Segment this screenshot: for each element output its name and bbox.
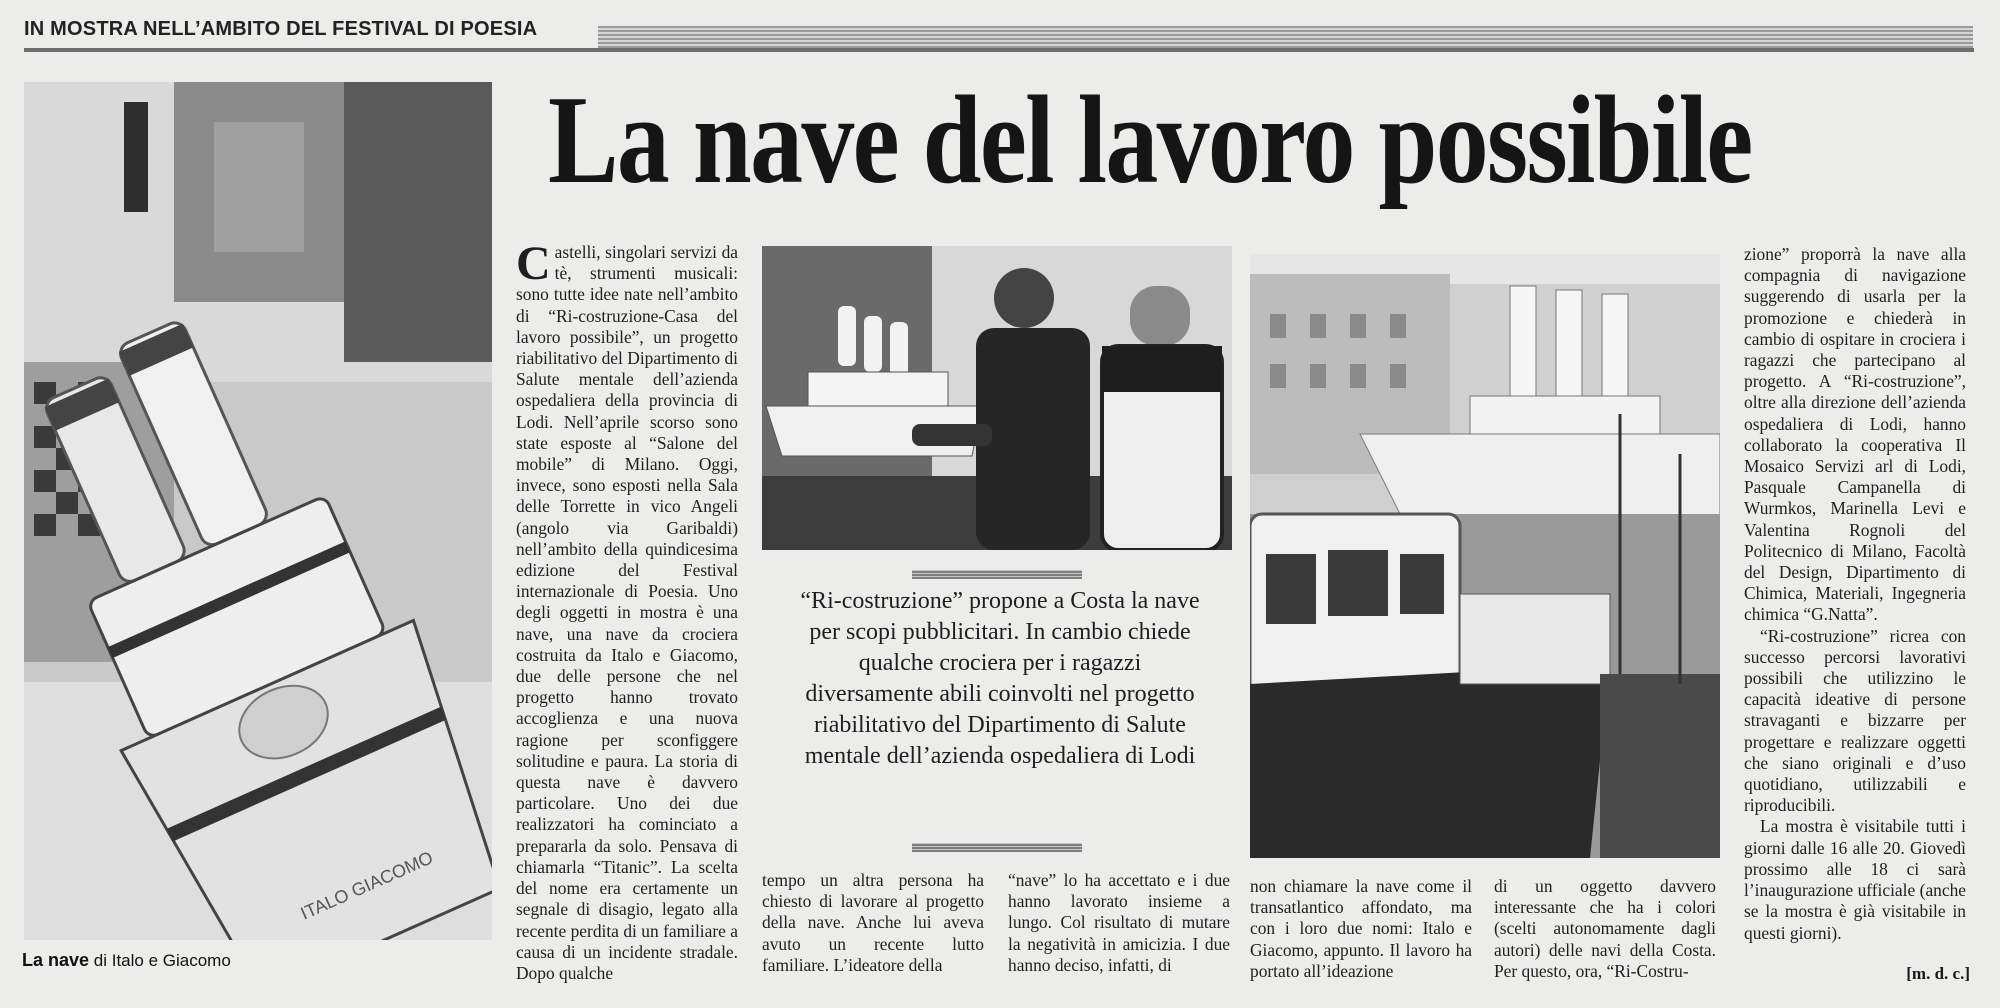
drop-cap: C: [516, 237, 551, 290]
model-ship-illustration: [24, 82, 492, 940]
section-kicker: IN MOSTRA NELL’AMBITO DEL FESTIVAL DI POESIA: [24, 18, 538, 40]
photo-two-men: [762, 246, 1232, 550]
author-signature: [m. d. c.]: [1906, 964, 1970, 983]
pullquote-rule-top: [912, 570, 1082, 579]
photo-caption-rest: di Italo e Giacomo: [93, 951, 231, 970]
pullquote: “Ri-costruzione” propone a Costa la nave per scopi pubblicitari. In cambio chiede qualche crociera per i ragazzi diversamente abili coinvolti nel progetto riabilitativo del Dipartimento di Salute mentale dell’azienda ospedaliera di Lodi: [800, 588, 1200, 769]
ship-name-label: ITALO GIACOMO: [297, 847, 436, 924]
column-6-paragraph-3: La mostra è visitabile tutti i giorni dalle 16 alle 20. Giovedì prossimo alle 18 ci sarà l’inaugurazione ufficiale (anche se la mostra è già visitabile in questi giorni).: [1744, 816, 1966, 943]
pullquote-rule-bottom: [912, 843, 1082, 852]
article-column-4: non chiamare la nave come il transatlantico affondato, ma con i loro due nomi: Italo e Giacomo, appunto. Il lavoro ha portato all’ideazione: [1250, 876, 1472, 981]
photo-caption-bold: La nave: [22, 950, 90, 970]
article-column-1: [516, 237, 738, 983]
column-6-paragraph-1: zione” proporrà la nave alla compagnia di navigazione suggerendo di usarla per la promozione e chiederà in cambio di ospitare in crociera i ragazzi che partecipano al progetto. A “Ri-costruzione”, oltre alla direzione dell’azienda ospedaliera di Lodi, hanno collaborato la cooperativa Il Mosaico Servizi arl di Lodi, Pasquale Campanella di Wurmkos, Marinella Levi e Valentina Rognoli del Politecnico di Milano, Facoltà del Design, Dipartimento di Chimica, Materiali, Ingegneria chimica “G.Natta”.: [1744, 244, 1966, 625]
harbor-illustration: [1250, 254, 1720, 858]
article-column-2: tempo un altra persona ha chiesto di lavorare al progetto della nave. Anche lui aveva avuto un recente lutto familiare. L’ideatore della: [762, 870, 984, 975]
photo-model-ship: [24, 82, 492, 940]
photo-harbor: [1250, 254, 1720, 858]
headline: La nave del lavoro possibile: [548, 71, 1752, 210]
top-divider: [24, 48, 1974, 52]
article-column-3: “nave” lo ha accettato e i due hanno lavorato insieme a lungo. Col risultato di mutare la negatività in amicizia. I due hanno deciso, infatti, di: [1008, 870, 1230, 975]
photo-caption: [22, 950, 231, 971]
article-column-6: [1744, 244, 1966, 944]
column-1-text: astelli, singolari servizi da tè, strumenti musicali: sono tutte idee nate nell’ambito di “Ri-costruzione-Casa del lavoro possibile”, un progetto riabilitativo del Dipartimento di Salute mentale dell’azienda ospedaliera della provincia di Lodi. Nell’aprile scorso sono state esposte al “Salone del mobile” di Milano. Oggi, invece, sono esposti nella Sala delle Torrette in vico Angeli (angolo via Garibaldi) nell’ambito della quindicesima edizione del Festival internazionale di Poesia. Uno degli oggetti in mostra è una nave, una nave da crociera costruita da Italo e Giacomo, due delle persone che nel progetto hanno trovato accoglienza e una nuova ragione per sconfiggere solitudine e paura. La storia di questa nave è davvero particolare. Uno dei due realizzatori ha cominciato a prepararla da solo. Pensava di chiamarla “Titanic”. La scelta del nome era certamente un segnale di disagio, legato alla recente perdita di un familiare a causa di un incidente stradale. Dopo qualche: [516, 242, 738, 983]
two-men-illustration: [762, 246, 1232, 550]
kicker-rule: [598, 26, 1973, 48]
column-6-paragraph-2: “Ri-costruzione” ricrea con successo percorsi lavorativi possibili che utilizzino le capacità ideative di persone stravaganti e bizzarre per progettare e realizzare oggetti che siano originali e d’uso quotidiano, utilizzabili e riproducibili.: [1744, 625, 1966, 816]
article-column-5: di un oggetto davvero interessante che ha i colori (scelti autonomamente dagli autori) delle navi della Costa. Per questo, ora, “Ri-Costru-: [1494, 876, 1716, 981]
